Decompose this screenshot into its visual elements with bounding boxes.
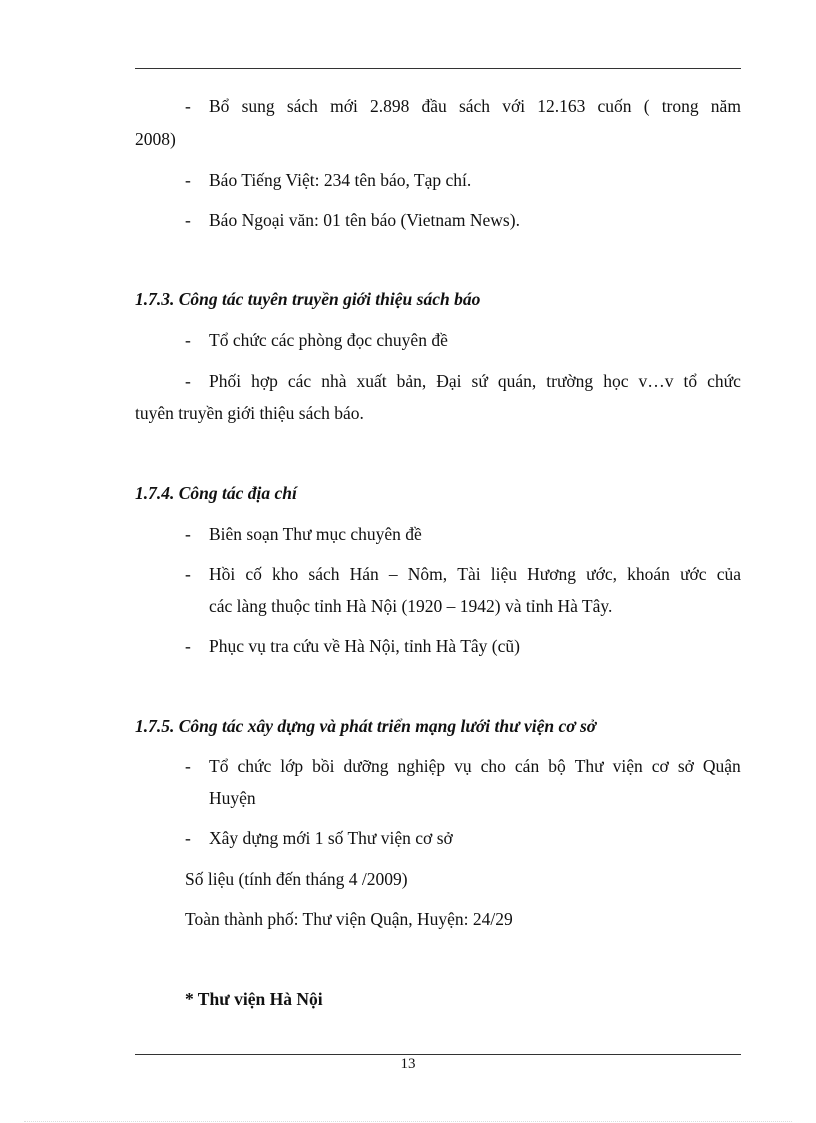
word: Phối bbox=[209, 371, 242, 391]
word: Hương bbox=[527, 564, 577, 584]
bibliography: Biên soạn Thư mục chuyên đề bbox=[209, 524, 422, 544]
bullet-dash: - bbox=[185, 564, 191, 584]
bullet-dash: - bbox=[185, 371, 191, 391]
training-line bbox=[209, 754, 741, 778]
word: khoán bbox=[627, 564, 670, 584]
retrospective-line bbox=[209, 562, 741, 586]
word: ( bbox=[643, 96, 650, 116]
acquisition-year: 2008) bbox=[135, 129, 176, 149]
word: sứ bbox=[471, 371, 488, 391]
word: mới bbox=[330, 96, 358, 116]
word: học bbox=[603, 371, 629, 391]
word: Bổ bbox=[209, 96, 230, 116]
bullet-dash: - bbox=[185, 828, 191, 848]
word: lớp bbox=[280, 756, 304, 776]
word: năm bbox=[710, 96, 741, 116]
word: sách bbox=[458, 96, 491, 116]
word: cán bbox=[514, 756, 540, 776]
bullet-dash: - bbox=[185, 756, 191, 776]
footer-rule bbox=[135, 1054, 741, 1055]
newspaper-foreign: Báo Ngoại văn: 01 tên báo (Vietnam News). bbox=[209, 210, 520, 230]
new-libraries: Xây dựng mới 1 số Thư viện cơ sở bbox=[209, 828, 453, 848]
word: Đại bbox=[436, 371, 462, 391]
word: đầu bbox=[421, 96, 447, 116]
word: sách bbox=[286, 96, 318, 116]
word: cố bbox=[245, 564, 262, 584]
bullet-dash: - bbox=[185, 210, 191, 230]
word: bản, bbox=[396, 371, 427, 391]
bullet-dash: - bbox=[185, 636, 191, 656]
word: 12.163 bbox=[537, 96, 586, 116]
bullet-dash: - bbox=[185, 524, 191, 544]
word: dưỡng bbox=[343, 756, 389, 776]
word: viện bbox=[612, 756, 643, 776]
retrospective-continuation: các làng thuộc tỉnh Hà Nội (1920 – 1942) và tỉnh Hà Tây. bbox=[209, 596, 613, 616]
word: chức bbox=[707, 371, 741, 391]
word: cuốn bbox=[597, 96, 632, 116]
word: các bbox=[287, 371, 312, 391]
word: với bbox=[502, 96, 526, 116]
word: liệu bbox=[490, 564, 517, 584]
word: nghiệp bbox=[397, 756, 446, 776]
training-continuation: Huyện bbox=[209, 788, 256, 808]
word: – bbox=[388, 564, 398, 584]
bullet-dash: - bbox=[185, 170, 191, 190]
word: Tổ bbox=[209, 756, 229, 776]
header-rule bbox=[135, 68, 741, 69]
word: nhà bbox=[321, 371, 347, 391]
page-edge-divider bbox=[24, 1121, 792, 1122]
section-heading-174: 1.7.4. Công tác địa chí bbox=[135, 483, 297, 503]
word: ước bbox=[680, 564, 707, 584]
section-heading-173: 1.7.3. Công tác tuyên truyền giới thiệu sách báo bbox=[135, 289, 481, 309]
statistics-label: Số liệu (tính đến tháng 4 /2009) bbox=[185, 869, 408, 889]
word: sung bbox=[241, 96, 275, 116]
cooperation-continuation: tuyên truyền giới thiệu sách báo. bbox=[135, 403, 364, 423]
reference-service: Phục vụ tra cứu về Hà Nội, tỉnh Hà Tây (cũ) bbox=[209, 636, 520, 656]
hanoi-library-heading: * Thư viện Hà Nội bbox=[185, 989, 323, 1009]
word: quán, bbox=[497, 371, 537, 391]
word: bồi bbox=[312, 756, 335, 776]
reading-rooms: Tổ chức các phòng đọc chuyên đề bbox=[209, 330, 448, 350]
word: chức bbox=[237, 756, 272, 776]
acquisition-line bbox=[209, 94, 741, 118]
word: sách bbox=[308, 564, 340, 584]
cooperation-line bbox=[209, 369, 741, 393]
word: tổ bbox=[683, 371, 698, 391]
word: ước, bbox=[586, 564, 618, 584]
word: sở bbox=[677, 756, 694, 776]
word: Nôm, bbox=[407, 564, 448, 584]
word: Thư bbox=[574, 756, 604, 776]
word: trong bbox=[661, 96, 699, 116]
word: cho bbox=[480, 756, 506, 776]
word: Quận bbox=[702, 756, 741, 776]
word: v…v bbox=[638, 371, 674, 391]
word: Tài bbox=[457, 564, 481, 584]
word: cơ bbox=[651, 756, 669, 776]
newspaper-vietnamese: Báo Tiếng Việt: 234 tên báo, Tạp chí. bbox=[209, 170, 472, 190]
page-number: 13 bbox=[400, 1056, 416, 1072]
word: vụ bbox=[454, 756, 472, 776]
word: bộ bbox=[548, 756, 566, 776]
word: Hồi bbox=[209, 564, 236, 584]
word: trường bbox=[546, 371, 594, 391]
bullet-dash: - bbox=[185, 330, 191, 350]
statistics-value: Toàn thành phố: Thư viện Quận, Huyện: 24/29 bbox=[185, 909, 513, 929]
word: xuất bbox=[356, 371, 387, 391]
word: 2.898 bbox=[369, 96, 410, 116]
section-heading-175: 1.7.5. Công tác xây dựng và phát triển mạng lưới thư viện cơ sở bbox=[135, 716, 597, 736]
word: kho bbox=[272, 564, 299, 584]
word: hợp bbox=[251, 371, 278, 391]
word: của bbox=[716, 564, 741, 584]
word: Hán bbox=[349, 564, 379, 584]
bullet-dash: - bbox=[185, 96, 191, 116]
